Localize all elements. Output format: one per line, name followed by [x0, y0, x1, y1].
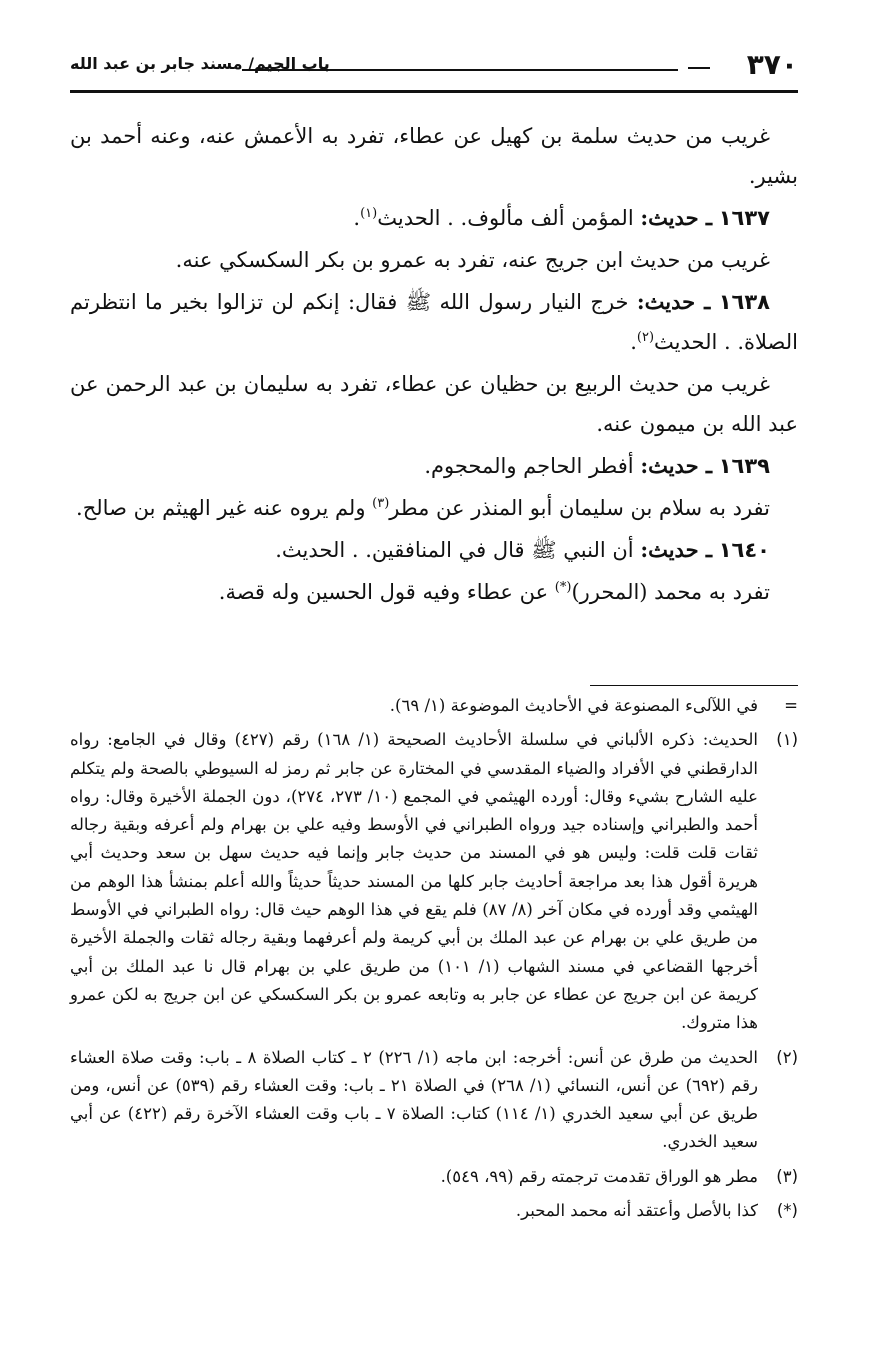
header-rule [70, 90, 798, 93]
hadith-entry-1638 [70, 282, 798, 362]
running-title: باب الجيم/ مسند جابر بن عبد الله [70, 54, 330, 73]
paragraph-comment: غريب من حديث ابن جريج عنه، تفرد به عمرو بن بكر السكسكي عنه. [175, 248, 770, 272]
footnotes [70, 692, 798, 1231]
paragraph-comment [70, 572, 798, 612]
footnote-mark: (١) [776, 730, 798, 750]
comment-text: ولم يروه عنه غير الهيثم بن صالح. [76, 496, 373, 520]
hadith-entry-1640 [70, 530, 798, 570]
footnote-mark: = [784, 696, 798, 715]
footnote-mark: (٢) [776, 1047, 798, 1067]
hadith-number: ١٦٣٧ [718, 206, 770, 230]
footnote-star [70, 1197, 798, 1225]
comment-text: عن عطاء وفيه قول الحسين وله قصة. [218, 580, 555, 604]
hadith-label: ـ حديث: [636, 289, 711, 314]
footnote-ref: (٢) [636, 330, 655, 345]
hadith-end: . [630, 330, 637, 354]
footnote-1 [70, 726, 798, 1037]
hadith-label: ـ حديث: [640, 537, 713, 562]
page-number: ٣٧٠ [746, 48, 798, 81]
paragraph-comment: غريب من حديث الربيع بن حظيان عن عطاء، تفرد به سليمان بن عبد الرحمن عن عبد الله بن ميمون عنه. [70, 372, 798, 436]
footnote-mark: (٣) [776, 1166, 798, 1186]
footnote-ref: (*) [554, 580, 572, 595]
page-header [70, 42, 798, 86]
footnote-mark: (*) [776, 1201, 798, 1221]
footnote-continuation [70, 692, 798, 720]
hadith-entry-1639 [70, 446, 798, 486]
hadith-text: أفطر الحاجم والمحجوم. [424, 454, 634, 478]
hadith-end: . [353, 206, 361, 230]
hadith-text: خرج النيار رسول الله ﷺ فقال: إنكم لن تزالوا بخير ما انتظرتم الصلاة. . الحديث [70, 290, 798, 354]
footnote-text: مطر هو الوراق تقدمت ترجمته رقم (٩٩، ٥٤٩). [440, 1166, 758, 1186]
hadith-label: ـ حديث: [640, 453, 713, 478]
hadith-text: المؤمن ألف مألوف. . الحديث [377, 206, 634, 230]
paragraph-comment: غريب من حديث سلمة بن كهيل عن عطاء، تفرد به الأعمش عنه، وعنه أحمد بن بشير. [70, 124, 798, 188]
footnote-ref: (٣) [372, 496, 390, 511]
footnote-text: في اللآلىء المصنوعة في الأحاديث الموضوعة (١/ ٦٩). [389, 696, 758, 715]
main-text [70, 116, 798, 614]
hadith-number: ١٦٤٠ [718, 538, 770, 562]
hadith-number: ١٦٣٩ [718, 454, 770, 478]
paragraph-comment [70, 488, 798, 528]
footnote-2 [70, 1044, 798, 1157]
hadith-label: ـ حديث: [640, 205, 713, 230]
footnote-text: الحديث: ذكره الألباني في سلسلة الأحاديث الصحيحة (١/ ١٦٨) رقم (٤٢٧) وقال في الجامع: رواه الدارقطني في الأفراد والضياء المقدسي في المختارة عن جابر ثم رمز له السيوطي بالصحة ولم يتكلم عليه الشارح بشيء وقال: أورده الهيثمي في المجمع (١٠/ ٢٧٣، ٢٧٤)، دون الجملة الأخيرة وقال: رواه أحمد والطبراني وإسناده جيد ورواه الطبراني في الأوسط وفيه علي بن بهرام ولم أعرفه وبقية رجاله ثقات قلت قلت: وليس هو في المسند من حديث جابر وإنما فيه حديث سهل بن سعد وحديث أبي هريرة أقول هذا بعد مراجعة أحاديث جابر كلها من المسند حديثاً حديثاً والله أعلم بمنشأ هذا الوهم من الهيثمي وقد أورده في مكان آخر (٨/ ٨٧) فلم يقع في هذا الوهم حيث قال: رواه الطبراني في الأوسط من طريق علي بن بهرام عن عبد الملك بن أبي كريمة ولم أعرفهما وبقية رجاله ثقات والجملة الأخيرة أخرجها القضاعي في مسند الشهاب (١/ ١٠١) من طريق علي بن بهرام قال نا عبد الملك بن أبي كريمة عن ابن جريج عن عطاء عن جابر به وتابعه عمرو بن بكر السكسكي عن ابن جريج به لكن عمرو هذا متروك. [70, 730, 759, 1033]
comment-text: تفرد به سلام بن سليمان أبو المنذر عن مطر [389, 496, 770, 520]
footnote-text: كذا بالأصل وأعتقد أنه محمد المحبر. [515, 1201, 758, 1221]
comment-text: تفرد به محمد (المحرر) [571, 580, 770, 604]
footnote-3 [70, 1163, 798, 1191]
hadith-number: ١٦٣٨ [718, 290, 770, 314]
footnote-text: الحديث من طرق عن أنس: أخرجه: ابن ماجه (١/ ٢٢٦) ٢ ـ كتاب الصلاة ٨ ـ باب: وقت صلاة العشاء رقم (٦٩٢) عن أنس، النسائي (١/ ٢٦٨) في الصلاة ٢١ ـ باب: وقت العشاء رقم (٥٣٩) عن أنس، ومن طريق عن أبي سعيد الخدري (١/ ١١٤) كتاب: الصلاة ٧ ـ باب وقت العشاء الآخرة رقم (٤٢٢) عن أبي سعيد الخدري. [70, 1047, 759, 1152]
header-dash [688, 67, 710, 69]
footnote-separator [590, 685, 798, 686]
footnote-ref: (١) [360, 206, 378, 221]
hadith-text: أن النبي ﷺ قال في المنافقين. . الحديث. [275, 538, 634, 562]
hadith-entry-1637 [70, 198, 798, 238]
